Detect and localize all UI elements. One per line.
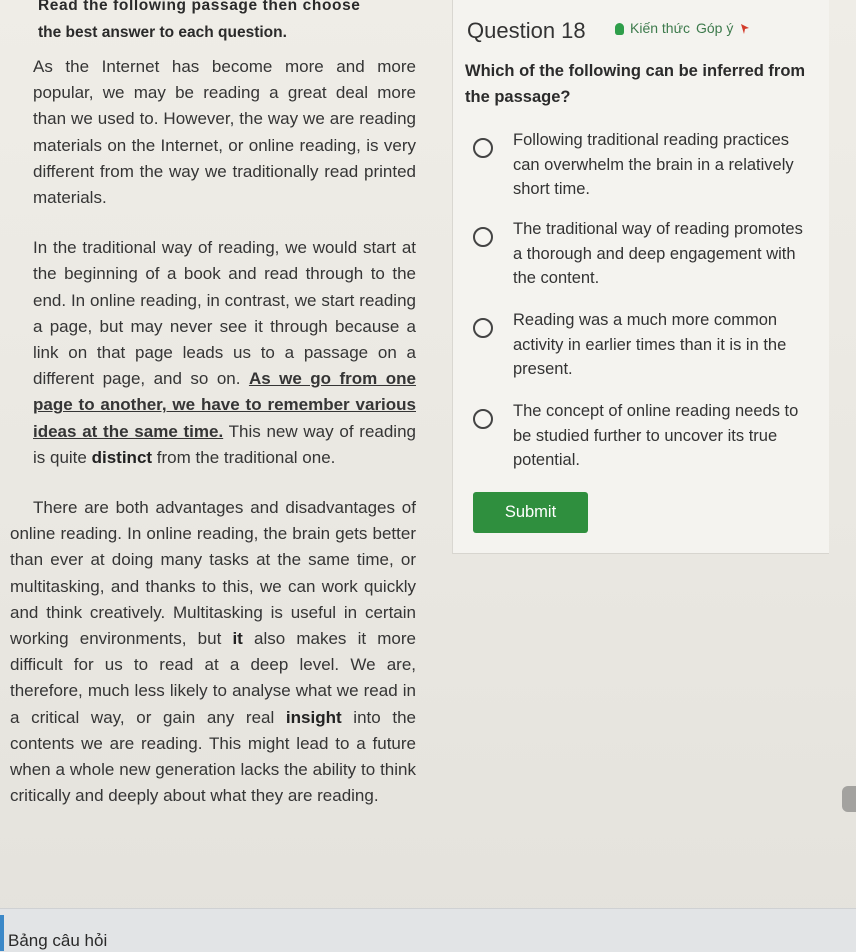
feedback-link[interactable]: Góp ý <box>695 20 734 36</box>
question-list-label[interactable]: Bảng câu hỏi <box>8 931 108 950</box>
bold-word-it: it <box>232 629 243 649</box>
option-text: The traditional way of reading promotes a thorough and deep engagement with the content. <box>513 220 803 287</box>
bold-word-insight: insight <box>285 707 342 727</box>
answer-option-1[interactable] <box>473 128 813 206</box>
radio-button[interactable] <box>473 409 493 429</box>
paragraph-2-text-c: from the traditional one. <box>156 447 336 467</box>
bold-word-distinct: distinct <box>91 447 153 467</box>
edge-handle <box>842 786 856 812</box>
answer-option-3[interactable] <box>473 308 813 386</box>
instruction-line-1: Read the following passage then choose <box>38 0 361 14</box>
pin-icon[interactable] <box>739 23 751 35</box>
question-links <box>615 20 751 36</box>
option-text: The concept of online reading needs to be studied further to uncover its true potential. <box>513 402 799 469</box>
question-panel <box>452 0 829 554</box>
lightbulb-icon <box>615 23 624 35</box>
answer-option-2[interactable] <box>473 217 813 295</box>
radio-button[interactable] <box>473 227 493 247</box>
question-title: Question 18 <box>467 18 586 43</box>
paragraph-3-text-c: into the contents we are reading. This might lead to a future when a whole new generation lacks the ability to think critically and deeply about what they are reading. <box>10 707 416 806</box>
paragraph-3-text-a: There are both advantages and disadvantages of online reading. In online reading, the brain gets better than ever at doing many tasks at the same time, or multitasking, and thanks to this, we can work quickly and think creatively. Multitasking is useful in certain working environments, but <box>10 498 416 649</box>
passage-paragraph-1: As the Internet has become more and more popular, we may be reading a great deal more than we used to. However, the way we are reading materials on the Internet, or online reading, is very different from the way we traditionally read printed materials. <box>33 57 416 208</box>
question-header <box>465 18 825 48</box>
knowledge-link[interactable]: Kiến thức <box>630 20 690 36</box>
radio-button[interactable] <box>473 318 493 338</box>
radio-button[interactable] <box>473 138 493 158</box>
question-list-bar[interactable] <box>0 908 856 952</box>
paragraph-2-text-a: In the traditional way of reading, we would start at the beginning of a book and read through to the end. In online reading, in contrast, we start reading a page, but may never see it through because a link on that page leads us to a passage on a different page, and so on. <box>33 238 416 389</box>
option-text: Reading was a much more common activity in earlier times than it is in the present. <box>513 311 787 378</box>
paragraph-2-text-b: This new way of reading is quite <box>33 421 416 467</box>
instruction-line-2: the best answer to each question. <box>38 24 287 41</box>
paragraph-3-text-b: also makes it more difficult for us to read at a deep level. We are, therefore, much less likely to analyse what we read in a critical way, or gain any real <box>10 629 416 727</box>
passage-paragraph-2 <box>33 235 416 471</box>
option-text: Following traditional reading practices can overwhelm the brain in a relatively short time. <box>513 131 794 198</box>
passage-paragraph-3 <box>10 495 416 809</box>
bar-accent <box>0 915 4 951</box>
question-prompt: Which of the following can be inferred from the passage? <box>465 62 806 106</box>
underlined-sentence: As we go from one page to another, we have to remember various ideas at the same time. <box>33 369 416 441</box>
submit-button[interactable]: Submit <box>473 492 588 533</box>
answer-option-4[interactable] <box>473 399 813 477</box>
instruction <box>38 0 438 46</box>
passage <box>10 54 416 809</box>
